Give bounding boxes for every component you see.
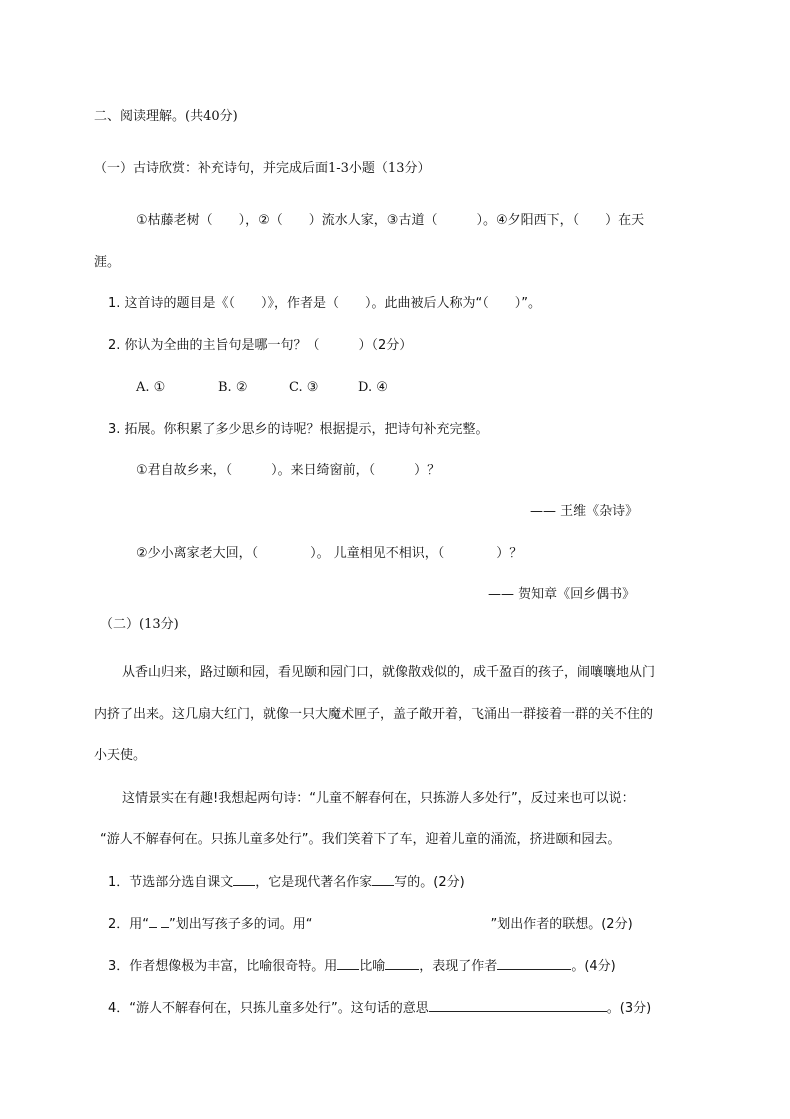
q3-attribution-1: —— 王维《杂诗》 <box>530 504 639 519</box>
option-b: B. ② <box>218 380 248 395</box>
poem-line-2: 涯。 <box>94 255 121 270</box>
part2-question-4 <box>108 998 651 1018</box>
poem-line-1: ①枯藤老树（ ），②（ ）流水人家，③古道（ ）。④夕阳西下，（ ）在天 <box>136 213 645 228</box>
section-title: 二、阅读理解。(共40分) <box>94 109 238 124</box>
q1-blank-lesson[interactable] <box>233 872 255 886</box>
q4-blank[interactable] <box>429 998 607 1012</box>
passage-para2-line1: 这情景实在有趣!我想起两句诗：“儿童不解春何在，只拣游人多处行”，反过来也可以说： <box>122 791 635 806</box>
q3-text-d: 。(4分) <box>571 959 616 974</box>
part2-question-3 <box>108 956 616 976</box>
part2-question-2 <box>108 914 633 934</box>
q3-blank-1[interactable] <box>337 956 359 970</box>
q4-text-b: 。(3分) <box>606 1001 652 1016</box>
part1-question-3: 3. 拓展。你积累了多少思乡的诗呢？根据提示，把诗句补充完整。 <box>108 422 489 437</box>
passage-para2-line2: “游人不解春何在。只拣儿童多处行”。我们笑着下了车，迎着儿童的涌流，挤进颐和园去。 <box>100 832 621 847</box>
option-c: C. ③ <box>289 380 319 395</box>
passage-para1-line2: 内挤了出来。这几扇大红门，就像一只大魔术匣子，盖子敞开着，飞涌出一群接着一群的关不住的 <box>94 707 654 722</box>
option-d: D. ④ <box>358 380 388 395</box>
q2-text-b: ”划出写孩子多的词。用“ <box>169 917 313 932</box>
part1-heading: （一）古诗欣赏：补充诗句，并完成后面1-3小题（13分） <box>94 161 431 176</box>
q2-underline-sample-2 <box>161 914 169 928</box>
part2-question-1 <box>108 872 465 892</box>
part1-question-1: 1. 这首诗的题目是《（ ）》，作者是（ ）。此曲被后人称为“（ ）”。 <box>108 296 542 311</box>
q3-blank-3[interactable] <box>497 956 571 970</box>
option-a: A. ① <box>136 380 166 395</box>
part1-question-2: 2. 你认为全曲的主旨句是哪一句？（ ）（2分） <box>108 338 413 353</box>
q3-attribution-2: —— 贺知章《回乡偶书》 <box>488 587 636 602</box>
q2-text-a: 2．用“ <box>108 917 150 932</box>
q1-text-c: 写的。(2分) <box>394 875 465 890</box>
passage-para1-line1: 从香山归来，路过颐和园，看见颐和园门口，就像散戏似的，成千盈百的孩子，闹嚷嚷地从门 <box>122 665 656 680</box>
q3-blank-2[interactable] <box>385 956 419 970</box>
q4-text-a: 4．“游人不解春何在，只拣儿童多处行”。这句话的意思 <box>108 1001 429 1016</box>
q3-text-a: 3．作者想像极为丰富，比喻很奇特。用 <box>108 959 338 974</box>
q2-underline-sample-1 <box>149 914 157 928</box>
q3-text-b: 比喻 <box>359 959 386 974</box>
q3-poem-line-1: ①君自故乡来，（ ）。来日绮窗前，（ ）？ <box>136 463 441 478</box>
q1-text-b: ，它是现代著名作家 <box>255 875 373 890</box>
q2-text-c: ”划出作者的联想。(2分) <box>490 917 633 932</box>
passage-para1-line3: 小天使。 <box>94 748 147 763</box>
q3-text-c: ，表现了作者 <box>419 959 498 974</box>
q3-poem-line-2: ②少小离家老大回，（ ）。 儿童相见不相识，（ ）？ <box>136 546 523 561</box>
part2-heading: （二）(13分) <box>100 617 179 632</box>
q1-text-a: 1．节选部分选自课文 <box>108 875 234 890</box>
q1-blank-author[interactable] <box>372 872 394 886</box>
